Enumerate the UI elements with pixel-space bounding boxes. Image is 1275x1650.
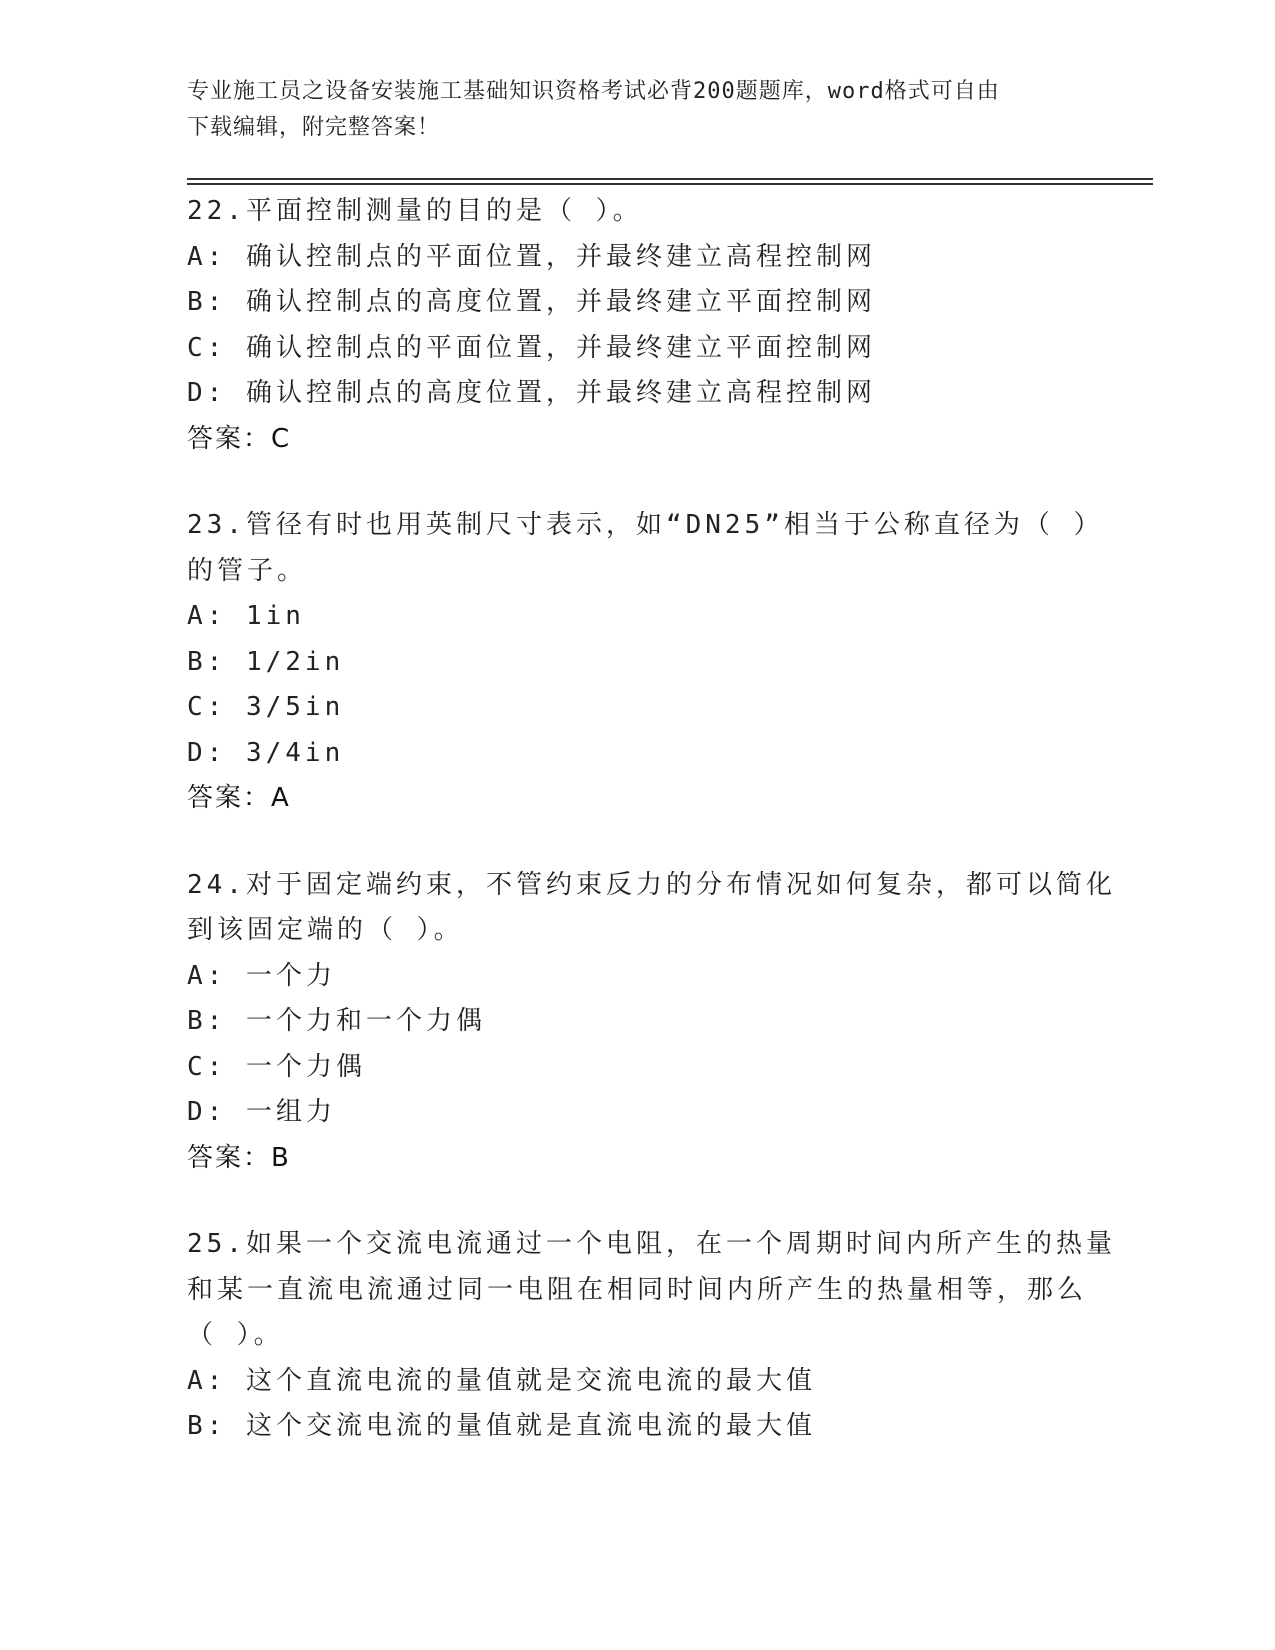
option-c: C: 3/5in xyxy=(187,692,345,722)
option-d: D: 一组力 xyxy=(187,1097,336,1127)
option-a: A: 确认控制点的平面位置，并最终建立高程控制网 xyxy=(187,241,876,272)
question-stem-continued: 到该固定端的（ ）。 xyxy=(187,915,464,945)
option-d: D: 确认控制点的高度位置，并最终建立高程控制网 xyxy=(187,378,876,408)
question-stem-continued: 和某一直流电流通过同一电阻在相同时间内所产生的热量相等，那么 xyxy=(187,1274,1088,1305)
option-d: D: 3/4in xyxy=(187,737,345,768)
option-c: C: 一个力偶 xyxy=(187,1051,366,1082)
question-stem: 25.如果一个交流电流通过一个电阻，在一个周期时间内所产生的热量 xyxy=(187,1229,1116,1259)
option-a: A: 1in xyxy=(187,601,305,631)
option-a: A: 这个直流电流的量值就是交流电流的最大值 xyxy=(187,1365,816,1396)
option-b: B: 一个力和一个力偶 xyxy=(187,1006,486,1036)
question-stem: 24.对于固定端约束，不管约束反力的分布情况如何复杂，都可以简化 xyxy=(187,869,1116,900)
question-25 xyxy=(187,1222,1116,1450)
question-24 xyxy=(187,863,1116,1182)
header-line-1: 专业施工员之设备安装施工基础知识资格考试必背200题题库，word格式可自由 xyxy=(187,79,1000,104)
question-stem: 22.平面控制测量的目的是（ ）。 xyxy=(187,196,643,226)
question-stem-continued: 的管子。 xyxy=(187,555,308,586)
option-b: B: 这个交流电流的量值就是直流电流的最大值 xyxy=(187,1411,816,1441)
question-list xyxy=(187,189,1116,1491)
header-line-2: 下载编辑，附完整答案！ xyxy=(187,115,441,140)
document-header xyxy=(187,74,1067,146)
option-a: A: 一个力 xyxy=(187,960,336,991)
answer: 答案：B xyxy=(187,1142,291,1173)
option-c: C: 确认控制点的平面位置，并最终建立平面控制网 xyxy=(187,332,876,363)
option-b: B: 确认控制点的高度位置，并最终建立平面控制网 xyxy=(187,287,876,317)
header-divider-top xyxy=(187,178,1153,180)
question-22 xyxy=(187,189,1087,462)
question-stem-continued: （ ）。 xyxy=(187,1320,284,1350)
answer: 答案：C xyxy=(187,423,292,454)
header-divider-bottom xyxy=(187,183,1153,185)
answer: 答案：A xyxy=(187,783,291,813)
question-23 xyxy=(187,503,1104,822)
option-b: B: 1/2in xyxy=(187,646,345,677)
question-stem: 23.管径有时也用英制尺寸表示，如“DN25”相当于公称直径为（ ） xyxy=(187,510,1104,540)
